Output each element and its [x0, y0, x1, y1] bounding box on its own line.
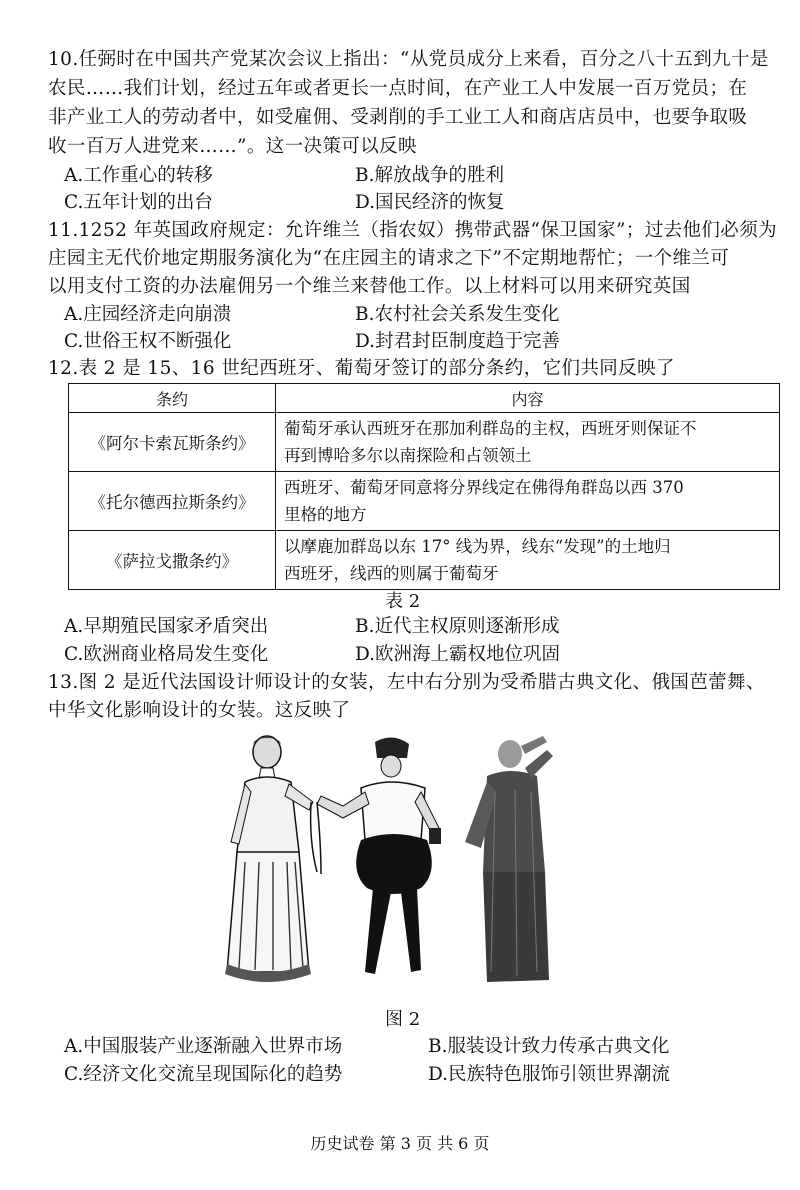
q10-option-b: B.解放战争的胜利 [355, 165, 504, 186]
q13-option-b: B.服装设计致力传承古典文化 [428, 1036, 670, 1057]
treaty-content [276, 531, 780, 590]
q10-option-d: D.国民经济的恢复 [355, 192, 505, 213]
treaty-content [276, 472, 780, 531]
q10-stem-line-4: 收一百万人进党来……”。这一决策可以反映 [48, 136, 417, 157]
q10-option-c: C.五年计划的出台 [64, 192, 213, 213]
q13-stem-line-1: 13.图 2 是近代法国设计师设计的女装，左中右分别为受希腊古典文化、俄国芭蕾舞、 [48, 672, 765, 693]
q12-option-a: A.早期殖民国家矛盾突出 [64, 616, 269, 637]
chinese-style-dress-figure [465, 736, 553, 982]
q12-option-d: D.欧洲海上霸权地位巩固 [355, 644, 561, 665]
q11-option-b: B.农村社会关系发生变化 [355, 304, 560, 325]
table-caption: 表 2 [385, 591, 421, 612]
treaty-content-line: 再到博哈多尔以南探险和占领领土 [284, 446, 532, 465]
treaty-name: 《阿尔卡索瓦斯条约》 [69, 413, 276, 472]
q11-stem-line-3: 以用支付工资的办法雇佣另一个维兰来替他工作。以上材料可以用来研究英国 [48, 276, 691, 297]
treaty-content-line: 西班牙、葡萄牙同意将分界线定在佛得角群岛以西 370 [284, 478, 684, 497]
table-row [69, 413, 780, 472]
q10-option-a: A.工作重心的转移 [64, 165, 213, 186]
ballet-style-dress-figure [311, 737, 441, 974]
table-header-treaty: 条约 [69, 384, 276, 413]
q13-stem-line-2: 中华文化影响设计的女装。这反映了 [48, 700, 351, 721]
treaty-name: 《萨拉戈撒条约》 [69, 531, 276, 590]
treaty-content [276, 413, 780, 472]
q11-option-d: D.封君封臣制度趋于完善 [355, 331, 561, 352]
table-row [69, 472, 780, 531]
q12-option-c: C.欧洲商业格局发生变化 [64, 644, 269, 665]
q10-stem-line-3: 非产业工人的劳动者中，如受雇佣、受剥削的手工业工人和商店店员中，也要争取吸 [48, 107, 748, 128]
q13-option-c: C.经济文化交流呈现国际化的趋势 [64, 1064, 343, 1085]
q11-option-a: A.庄园经济走向崩溃 [64, 304, 232, 325]
q12-option-b: B.近代主权原则逐渐形成 [355, 616, 560, 637]
page-footer: 历史试卷 第 3 页 共 6 页 [310, 1134, 490, 1153]
treaty-name: 《托尔德西拉斯条约》 [69, 472, 276, 531]
q11-option-c: C.世俗王权不断强化 [64, 331, 232, 352]
table-row [69, 531, 780, 590]
fashion-illustration [225, 732, 775, 994]
figure-caption: 图 2 [385, 1009, 421, 1030]
treaty-content-line: 葡萄牙承认西班牙在那加利群岛的主权，西班牙则保证不 [284, 419, 697, 438]
table-header-content: 内容 [276, 384, 780, 413]
q11-stem-line-2: 庄园主无代价地定期服务演化为“在庄园主的请求之下”不定期地帮忙；一个维兰可 [48, 248, 730, 269]
q11-stem-line-1: 11.1252 年英国政府规定：允许维兰（指农奴）携带武器“保卫国家”；过去他们必须为 [48, 220, 778, 241]
q13-option-a: A.中国服装产业逐渐融入世界市场 [64, 1036, 343, 1057]
treaty-content-line: 西班牙，线西的则属于葡萄牙 [284, 564, 499, 583]
q12-stem: 12.表 2 是 15、16 世纪西班牙、葡萄牙签订的部分条约，它们共同反映了 [48, 358, 675, 379]
treaty-content-line: 以摩鹿加群岛以东 17° 线为界，线东“发现”的土地归 [284, 537, 671, 556]
table-header-row [69, 384, 780, 413]
treaty-table [68, 383, 780, 590]
q10-stem-line-1: 10.任弼时在中国共产党某次会议上指出：“从党员成分上来看，百分之八十五到九十是 [48, 49, 769, 70]
q13-option-d: D.民族特色服饰引领世界潮流 [428, 1064, 671, 1085]
greek-style-dress-figure [225, 736, 313, 982]
q10-stem-line-2: 农民……我们计划，经过五年或者更长一点时间，在产业工人中发展一百万党员；在 [48, 78, 748, 99]
treaty-content-line: 里格的地方 [284, 505, 367, 524]
